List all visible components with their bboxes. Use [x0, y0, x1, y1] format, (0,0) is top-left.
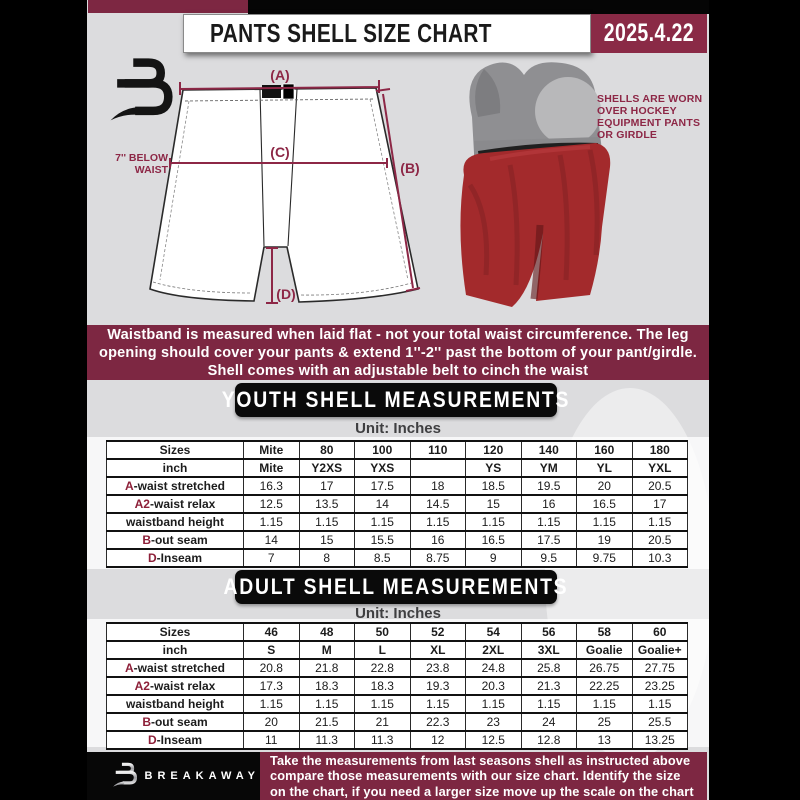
measure-letter: D: [147, 733, 157, 747]
size-header-cell: YL: [577, 459, 633, 477]
size-header-cell: 60: [632, 623, 688, 641]
table-row: [107, 641, 688, 659]
footer-line2: compare those measurements with our size chart. Identify the size: [270, 768, 681, 784]
size-header-cell: [410, 459, 466, 477]
left-black-column: [0, 0, 87, 800]
breakaway-logo-icon: [103, 55, 173, 127]
table-row: [107, 441, 688, 459]
measure-label-a: (A): [270, 68, 290, 83]
right-black-column: [709, 0, 800, 800]
measurement-cell: 13: [577, 731, 633, 749]
measurement-cell: 23.25: [632, 677, 688, 695]
girdle-pad-light: [535, 77, 601, 145]
measurement-cell: 17: [299, 477, 355, 495]
table-row: [107, 549, 688, 567]
measurement-cell: 18.5: [466, 477, 522, 495]
measurement-cell: 1.15: [244, 513, 300, 531]
row-label: A2-waist relax: [107, 677, 244, 695]
photo-note-line3: EQUIPMENT PANTS: [597, 117, 701, 129]
measurement-cell: 1.15: [355, 695, 411, 713]
adult-section-banner: [223, 570, 569, 604]
size-header-cell: XL: [410, 641, 466, 659]
measurement-cell: 20.5: [632, 477, 688, 495]
measurement-cell: 23: [466, 713, 522, 731]
measurement-cell: 14: [355, 495, 411, 513]
footer-line3: on the chart, if you need a larger size move up the scale on the chart: [270, 783, 694, 799]
size-header-cell: 50: [355, 623, 411, 641]
measurement-cell: 17: [632, 495, 688, 513]
size-header-cell: Mite: [244, 441, 300, 459]
photo-note: [597, 93, 727, 141]
measurement-cell: 1.15: [466, 695, 522, 713]
row-label: D-Inseam: [107, 731, 244, 749]
table-row: [107, 713, 688, 731]
measurement-cell: 9.5: [521, 549, 577, 567]
measure-letter: A2: [134, 497, 150, 511]
adult-unit-label: Unit: Inches: [355, 605, 441, 622]
photo-note-line1: SHELLS ARE WORN: [597, 93, 703, 105]
measurement-cell: 1.15: [299, 513, 355, 531]
size-header-cell: 52: [410, 623, 466, 641]
size-header-cell: L: [355, 641, 411, 659]
size-header-cell: 2XL: [466, 641, 522, 659]
size-header-cell: YXS: [355, 459, 411, 477]
size-header-cell: 80: [299, 441, 355, 459]
photo-note-line4: OR GIRDLE: [597, 129, 658, 141]
youth-unit-label: Unit: Inches: [355, 420, 441, 437]
measurement-cell: 1.15: [577, 513, 633, 531]
measurement-cell: 1.15: [466, 513, 522, 531]
notice-line1: Waistband is measured when laid flat - not your total waist circumference. The leg: [107, 326, 689, 343]
measurement-cell: 1.15: [632, 513, 688, 531]
measurement-cell: 1.15: [521, 513, 577, 531]
size-header-cell: Mite: [244, 459, 300, 477]
measure-label-c: (C): [270, 144, 290, 160]
measurement-cell: 14: [244, 531, 300, 549]
size-header-cell: 56: [521, 623, 577, 641]
measurement-notice-banner: [87, 325, 709, 380]
youth-banner-title: YOUTH SHELL MEASUREMENTS: [221, 387, 571, 412]
measurement-cell: 21.8: [299, 659, 355, 677]
measurement-cell: 18.3: [355, 677, 411, 695]
measurement-cell: 1.15: [410, 695, 466, 713]
measurement-cell: 9: [466, 549, 522, 567]
header-black-strip: [248, 0, 709, 14]
page-title: PANTS SHELL SIZE CHART: [210, 18, 492, 48]
size-header-cell: Y2XS: [299, 459, 355, 477]
measurement-cell: 16.5: [466, 531, 522, 549]
adult-banner-title: ADULT SHELL MEASUREMENTS: [223, 574, 569, 599]
size-header-cell: 110: [410, 441, 466, 459]
measurement-cell: 23.8: [410, 659, 466, 677]
measurement-cell: 1.15: [632, 695, 688, 713]
measurement-cell: 17.5: [355, 477, 411, 495]
measurement-cell: 7: [244, 549, 300, 567]
measurement-cell: 21: [355, 713, 411, 731]
measurement-cell: 16: [410, 531, 466, 549]
title-bar: [183, 14, 591, 53]
measurement-cell: 16.5: [577, 495, 633, 513]
size-header-cell: 54: [466, 623, 522, 641]
breakaway-footer-logo-icon: [111, 757, 137, 795]
brand-wordmark: BREAKAWAY: [144, 770, 260, 782]
measurement-cell: 15: [299, 531, 355, 549]
measurement-cell: 14.5: [410, 495, 466, 513]
measurement-cell: 16: [521, 495, 577, 513]
measurement-cell: 25: [577, 713, 633, 731]
measure-label-b: (B): [400, 160, 420, 176]
measurement-cell: 1.15: [355, 513, 411, 531]
row-label: inch: [107, 641, 244, 659]
measurement-cell: 22.3: [410, 713, 466, 731]
table-row: [107, 731, 688, 749]
measurement-cell: 24.8: [466, 659, 522, 677]
table-row: [107, 695, 688, 713]
measurement-cell: 8.5: [355, 549, 411, 567]
measurement-cell: 27.75: [632, 659, 688, 677]
row-label: Sizes: [107, 441, 244, 459]
measurement-cell: 16.3: [244, 477, 300, 495]
row-label: waistband height: [107, 513, 244, 531]
measurement-cell: 1.15: [299, 695, 355, 713]
measurement-cell: 12: [410, 731, 466, 749]
row-label: waistband height: [107, 695, 244, 713]
measurement-cell: 26.75: [577, 659, 633, 677]
measurement-cell: 24: [521, 713, 577, 731]
measurement-cell: 21.3: [521, 677, 577, 695]
date-badge: [591, 14, 707, 53]
measure-letter: D: [147, 551, 157, 565]
measurement-cell: 11: [244, 731, 300, 749]
size-header-cell: 140: [521, 441, 577, 459]
table-row: [107, 459, 688, 477]
measurement-cell: 20: [244, 713, 300, 731]
measurement-cell: 8: [299, 549, 355, 567]
measurement-cell: 20.8: [244, 659, 300, 677]
size-header-cell: 48: [299, 623, 355, 641]
footer-brand-area: [87, 752, 260, 800]
row-label: A-waist stretched: [107, 477, 244, 495]
measure-letter: B: [142, 715, 151, 729]
row-label: B-out seam: [107, 531, 244, 549]
measurement-cell: 18: [410, 477, 466, 495]
measurement-cell: 18.3: [299, 677, 355, 695]
measurement-cell: 21.5: [299, 713, 355, 731]
table-row: [107, 659, 688, 677]
size-header-cell: 120: [466, 441, 522, 459]
size-header-cell: YM: [521, 459, 577, 477]
measurement-cell: 1.15: [521, 695, 577, 713]
below-waist-note-line2: WAIST: [134, 164, 168, 176]
table-row: [107, 477, 688, 495]
measurement-cell: 22.8: [355, 659, 411, 677]
size-header-cell: M: [299, 641, 355, 659]
measure-label-d: (D): [276, 286, 296, 302]
notice-line2: opening should cover your pants & extend 1''-2'' past the bottom of your pant/girdle.: [99, 344, 697, 361]
measurement-cell: 20: [577, 477, 633, 495]
measurement-cell: 9.75: [577, 549, 633, 567]
row-label: D-Inseam: [107, 549, 244, 567]
measurement-cell: 19: [577, 531, 633, 549]
size-header-cell: 3XL: [521, 641, 577, 659]
size-header-cell: Goalie: [577, 641, 633, 659]
measurement-cell: 15: [466, 495, 522, 513]
size-header-cell: YS: [466, 459, 522, 477]
youth-section-banner: [221, 383, 571, 417]
measurement-cell: 15.5: [355, 531, 411, 549]
measurement-cell: 1.15: [410, 513, 466, 531]
measurement-cell: 10.3: [632, 549, 688, 567]
row-label: inch: [107, 459, 244, 477]
measurement-cell: 12.5: [466, 731, 522, 749]
measurement-cell: 8.75: [410, 549, 466, 567]
size-header-cell: 180: [632, 441, 688, 459]
measurement-cell: 17.5: [521, 531, 577, 549]
size-header-cell: Goalie+: [632, 641, 688, 659]
measurement-cell: 25.8: [521, 659, 577, 677]
measurement-cell: 19.5: [521, 477, 577, 495]
measure-letter: A: [124, 479, 134, 493]
youth-size-table: [106, 440, 688, 568]
measurement-cell: 20.5: [632, 531, 688, 549]
table-row: [107, 623, 688, 641]
size-header-cell: 100: [355, 441, 411, 459]
size-header-cell: 160: [577, 441, 633, 459]
measurement-cell: 17.3: [244, 677, 300, 695]
footer-instructions: [260, 752, 707, 800]
date-text: 2025.4.22: [603, 19, 695, 47]
size-header-cell: YXL: [632, 459, 688, 477]
measure-letter: A: [124, 661, 134, 675]
measurement-cell: 1.15: [577, 695, 633, 713]
size-header-cell: S: [244, 641, 300, 659]
measurement-cell: 22.25: [577, 677, 633, 695]
table-row: [107, 531, 688, 549]
measurement-cell: 11.3: [355, 731, 411, 749]
buckle-icon: [283, 84, 294, 99]
measure-letter: A2: [134, 679, 150, 693]
measurement-cell: 1.15: [244, 695, 300, 713]
measure-letter: B: [142, 533, 151, 547]
below-waist-note-line1: 7'' BELOW: [115, 152, 168, 164]
row-label: B-out seam: [107, 713, 244, 731]
measurement-cell: 13.5: [299, 495, 355, 513]
size-header-cell: 46: [244, 623, 300, 641]
photo-note-line2: OVER HOCKEY: [597, 105, 677, 117]
table-row: [107, 495, 688, 513]
measurement-cell: 25.5: [632, 713, 688, 731]
header-accent-strip: [88, 0, 248, 13]
measurement-cell: 12.5: [244, 495, 300, 513]
table-row: [107, 677, 688, 695]
logo-tail: [111, 107, 139, 120]
measurement-cell: 12.8: [521, 731, 577, 749]
measurement-cell: 11.3: [299, 731, 355, 749]
measurement-cell: 20.3: [466, 677, 522, 695]
row-label: Sizes: [107, 623, 244, 641]
measurement-cell: 13.25: [632, 731, 688, 749]
belt-icon: [262, 85, 281, 98]
shorts-outline: [150, 88, 418, 302]
table-row: [107, 513, 688, 531]
adult-size-table: [106, 622, 688, 750]
row-label: A-waist stretched: [107, 659, 244, 677]
notice-line3: Shell comes with an adjustable belt to cinch the waist: [207, 362, 589, 379]
size-header-cell: 58: [577, 623, 633, 641]
footer-line1: Take the measurements from last seasons shell as instructed above: [270, 752, 691, 768]
measurement-cell: 19.3: [410, 677, 466, 695]
row-label: A2-waist relax: [107, 495, 244, 513]
